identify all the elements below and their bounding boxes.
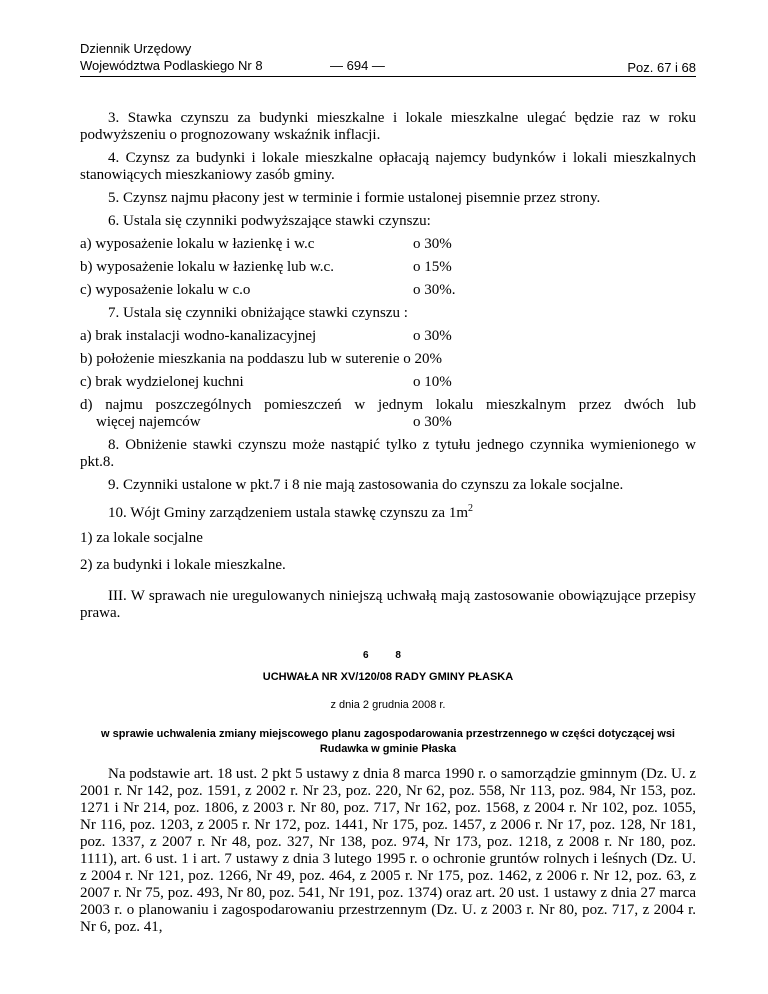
list-item [80, 351, 696, 368]
item-value: o 30% [413, 328, 452, 344]
paragraph-10 [80, 500, 696, 522]
resolution-subject: w sprawie uchwalenia zmiany miejscowego planu zagospodarowania przestrzennego w części dotyczącej wsi Rudawka w gminie Płaska [100, 728, 675, 755]
paragraph-5: 5. Czynsz najmu płacony jest w terminie i formie ustalonej pisemnie przez strony. [108, 190, 601, 206]
page-number: — 694 — [330, 58, 385, 73]
paragraph-7: 7. Ustala się czynniki obniżające stawki czynszu : [108, 305, 408, 321]
item-text: c) brak wydzielonej kuchni [80, 374, 244, 390]
paragraph-3: 3. Stawka czynszu za budynki mieszkalne i lokale mieszkalne ulegać będzie raz w roku podwyższeniu o prognozowany wskaźnik inflacji. [80, 110, 696, 143]
paragraph-6: 6. Ustala się czynniki podwyższające stawki czynszu: [108, 213, 431, 229]
item-value: o 30%. [413, 282, 456, 298]
journal-title-line2: Województwa Podlaskiego Nr 8 [80, 58, 263, 73]
resolution-title: UCHWAŁA NR XV/120/08 RADY GMINY PŁASKA [262, 671, 514, 683]
list-item [80, 328, 696, 345]
item-text: b) wyposażenie lokalu w łazienkę lub w.c. [80, 259, 334, 275]
resolution-number: 6 8 [363, 650, 413, 661]
item-value: o 10% [413, 374, 452, 390]
item-d-line1: d) najmu poszczególnych pomieszczeń w jednym lokalu mieszkalnym przez dwóch lub [80, 397, 696, 413]
paragraph-8: 8. Obniżenie stawki czynszu może nastąpić tylko z tytułu jednego czynnika wymienionego w pkt.8. [80, 437, 696, 470]
list-item [80, 282, 696, 299]
resolution-date: z dnia 2 grudnia 2008 r. [330, 699, 446, 711]
journal-title [80, 40, 263, 74]
item-text: c) wyposażenie lokalu w c.o [80, 282, 251, 298]
resolution-heading [80, 650, 696, 757]
journal-title-line1: Dziennik Urzędowy [80, 41, 192, 56]
item-d-line2: więcej najemców [96, 414, 201, 430]
item-d-line2-row [80, 414, 696, 431]
paragraph-9: 9. Czynniki ustalone w pkt.7 i 8 nie mają zastosowania do czynszu za lokale socjalne. [108, 477, 624, 493]
resolution-legal-basis: Na podstawie art. 18 ust. 2 pkt 5 ustawy z dnia 8 marca 1990 r. o samorządzie gminnym (Dz. U. z 2001 r. Nr 142, poz. 1591, z 2002 r. Nr 23, poz. 220, Nr 62, poz. 558, Nr 113, poz. 984, Nr 153, poz. 1271 i Nr 214, poz. 1806, z 2003 r. Nr 80, poz. 717, Nr 162, poz. 1568, z 2004 r. Nr 102, poz. 1055, Nr 116, poz. 1203, z 2005 r. Nr 172, poz. 1441, Nr 175, poz. 1457, z 2006 r. Nr 17, poz. 128, Nr 181, poz. 1337, z 2007 r. Nr 48, poz. 327, Nr 138, poz. 974, Nr 173, poz. 1218, z 2008 r. Nr 180, poz. 1111), art. 6 ust. 1 i art. 7 ustawy z dnia 3 lutego 1995 r. o ochronie gruntów rolnych i leśnych (Dz. U. z 2004 r. Nr 121, poz. 1266, Nr 49, poz. 464, z 2005 r. Nr 175, poz. 1462, z 2006 r. Nr 12, poz. 63, z 2007 r. Nr 75, poz. 493, Nr 80, poz. 541, Nr 191, poz. 1374) oraz art. 20 ust. 1 ustawy z dnia 27 marca 2003 r. o planowaniu i zagospodarowaniu przestrzennym (Dz. U. z 2003 r. Nr 80, poz. 717, z 2004 r. Nr 6, poz. 41, [80, 766, 696, 935]
paragraph-4: 4. Czynsz za budynki i lokale mieszkalne opłacają najemcy budynków i lokali mieszkalnych stanowiących mieszkaniowy zasób gminy. [80, 150, 696, 183]
item-value: o 30% [413, 236, 452, 252]
positions-label: Poz. 67 i 68 [627, 60, 696, 75]
item-text: b) położenie mieszkania na poddaszu lub w suterenie o 20% [80, 351, 442, 367]
resolution-body [80, 766, 696, 936]
item-value: o 30% [413, 414, 452, 430]
list-item: 2) za budynki i lokale mieszkalne. [80, 557, 286, 573]
header-divider [80, 76, 696, 77]
item-text: a) wyposażenie lokalu w łazienkę i w.c [80, 236, 315, 252]
superscript-2: 2 [468, 503, 474, 514]
list-item [80, 259, 696, 276]
section-1-content [80, 110, 696, 628]
list-item [80, 374, 696, 391]
item-value: o 15% [413, 259, 452, 275]
section-iii: III. W sprawach nie uregulowanych niniejszą uchwałą mają zastosowanie obowiązujące przepisy prawa. [80, 588, 696, 621]
item-text: a) brak instalacji wodno-kanalizacyjnej [80, 328, 317, 344]
paragraph-10-text: 10. Wójt Gminy zarządzeniem ustala stawkę czynszu za 1m [108, 505, 469, 521]
list-item [80, 236, 696, 253]
list-item-d [80, 397, 696, 431]
list-item: 1) za lokale socjalne [80, 530, 203, 546]
